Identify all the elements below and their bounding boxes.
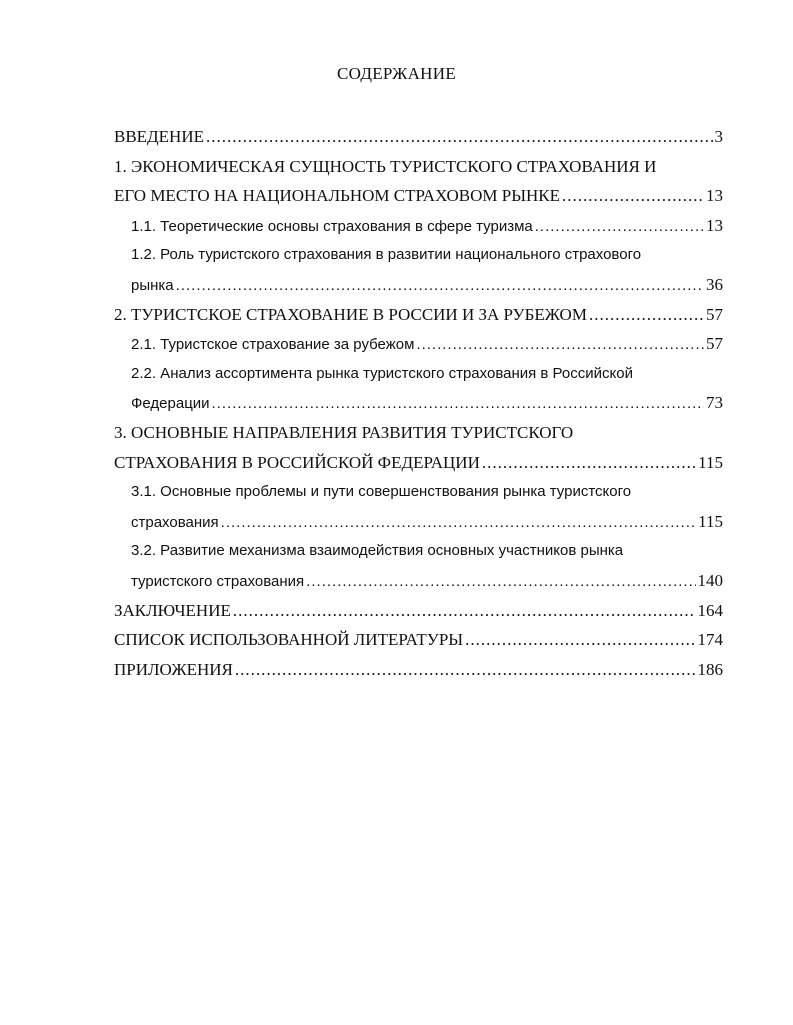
toc-entry-section-3-2 (0, 566, 793, 596)
toc-entry-title: ЗАКЛЮЧЕНИЕ (114, 600, 231, 620)
toc-entry-title: 1.2. Роль туристского страхования в развитии национального страхового (131, 246, 642, 264)
toc-entry-title: СТРАХОВАНИЯ В РОССИЙСКОЙ ФЕДЕРАЦИИ (114, 452, 480, 472)
toc-entry-intro (0, 122, 793, 152)
toc-page-number: 115 (698, 511, 723, 531)
toc-entry-title: рынка (131, 276, 174, 294)
toc-entry-section-1-1 (0, 211, 793, 241)
toc-page-number: 115 (698, 452, 723, 472)
toc-entry-title: 3. ОСНОВНЫЕ НАПРАВЛЕНИЯ РАЗВИТИЯ ТУРИСТСКОГО (114, 422, 574, 442)
toc-entry-title: Федерации (131, 395, 210, 413)
toc-page-number: 57 (706, 304, 723, 324)
toc-entry-title: ЕГО МЕСТО НА НАЦИОНАЛЬНОМ СТРАХОВОМ РЫНКЕ (114, 186, 561, 206)
toc-page-number: 73 (706, 393, 723, 413)
toc-entry-appendices (0, 655, 793, 685)
toc-entry-title: ПРИЛОЖЕНИЯ (114, 659, 233, 679)
toc-entry-chapter-1 (0, 181, 793, 211)
toc-entry-title: туристского страхования (131, 572, 305, 590)
toc-page-number: 174 (697, 630, 723, 650)
toc-leader-dots (535, 212, 704, 242)
toc-leader-dots (233, 596, 696, 626)
toc-entry-section-2-2-line1 (0, 359, 793, 389)
toc-entry-title: 2.2. Анализ ассортимента рынка туристского страхования в Российской (131, 364, 633, 382)
toc-leader-dots (562, 181, 704, 211)
toc-page-number: 140 (697, 570, 723, 590)
toc-entry-section-1-2-line1 (0, 240, 793, 270)
table-of-contents (0, 122, 793, 684)
toc-entry-section-1-2 (0, 270, 793, 300)
toc-entry-section-2-2 (0, 388, 793, 418)
toc-entry-title: страхования (131, 513, 219, 531)
toc-page-number: 13 (706, 186, 723, 206)
toc-leader-dots (176, 271, 704, 301)
toc-entry-title: 2. ТУРИСТСКОЕ СТРАХОВАНИЕ В РОССИИ И ЗА РУБЕЖОМ (114, 304, 587, 324)
toc-entry-section-3-1 (0, 507, 793, 537)
toc-entry-references (0, 625, 793, 655)
toc-entry-chapter-1-line1 (0, 152, 793, 182)
toc-entry-title: ВВЕДЕНИЕ (114, 127, 204, 146)
toc-page-number: 57 (706, 334, 723, 354)
toc-entry-title: 3.2. Развитие механизма взаимодействия основных участников рынка (131, 542, 624, 560)
toc-entry-title: 1.1. Теоретические основы страхования в сфере туризма (131, 217, 533, 235)
toc-leader-dots (212, 389, 704, 419)
toc-entry-conclusion (0, 596, 793, 626)
toc-leader-dots (306, 567, 695, 597)
toc-leader-dots (589, 300, 704, 330)
toc-entry-section-2-1 (0, 329, 793, 359)
toc-entry-section-3-2-line1 (0, 536, 793, 566)
toc-page-number: 13 (706, 215, 723, 235)
toc-entry-chapter-3-line1 (0, 418, 793, 448)
toc-leader-dots (206, 122, 713, 152)
page-title: СОДЕРЖАНИЕ (336, 64, 457, 83)
toc-leader-dots (482, 448, 696, 478)
toc-entry-title: 3.1. Основные проблемы и пути совершенствования рынка туристского (131, 483, 632, 501)
toc-page-number: 164 (697, 600, 723, 620)
toc-entry-section-3-1-line1 (0, 477, 793, 507)
toc-leader-dots (465, 625, 695, 655)
toc-page-number: 3 (714, 127, 723, 146)
toc-page-number: 36 (706, 274, 723, 294)
toc-entry-title: 2.1. Туристское страхование за рубежом (131, 336, 415, 354)
toc-leader-dots (235, 655, 696, 685)
toc-entry-chapter-3 (0, 448, 793, 478)
toc-entry-title: 1. ЭКОНОМИЧЕСКАЯ СУЩНОСТЬ ТУРИСТСКОГО СТРАХОВАНИЯ И (114, 156, 657, 176)
toc-page-number: 186 (697, 659, 723, 679)
toc-entry-title: СПИСОК ИСПОЛЬЗОВАННОЙ ЛИТЕРАТУРЫ (114, 630, 464, 650)
toc-leader-dots (416, 330, 704, 360)
toc-entry-chapter-2 (0, 300, 793, 330)
toc-leader-dots (221, 508, 696, 538)
